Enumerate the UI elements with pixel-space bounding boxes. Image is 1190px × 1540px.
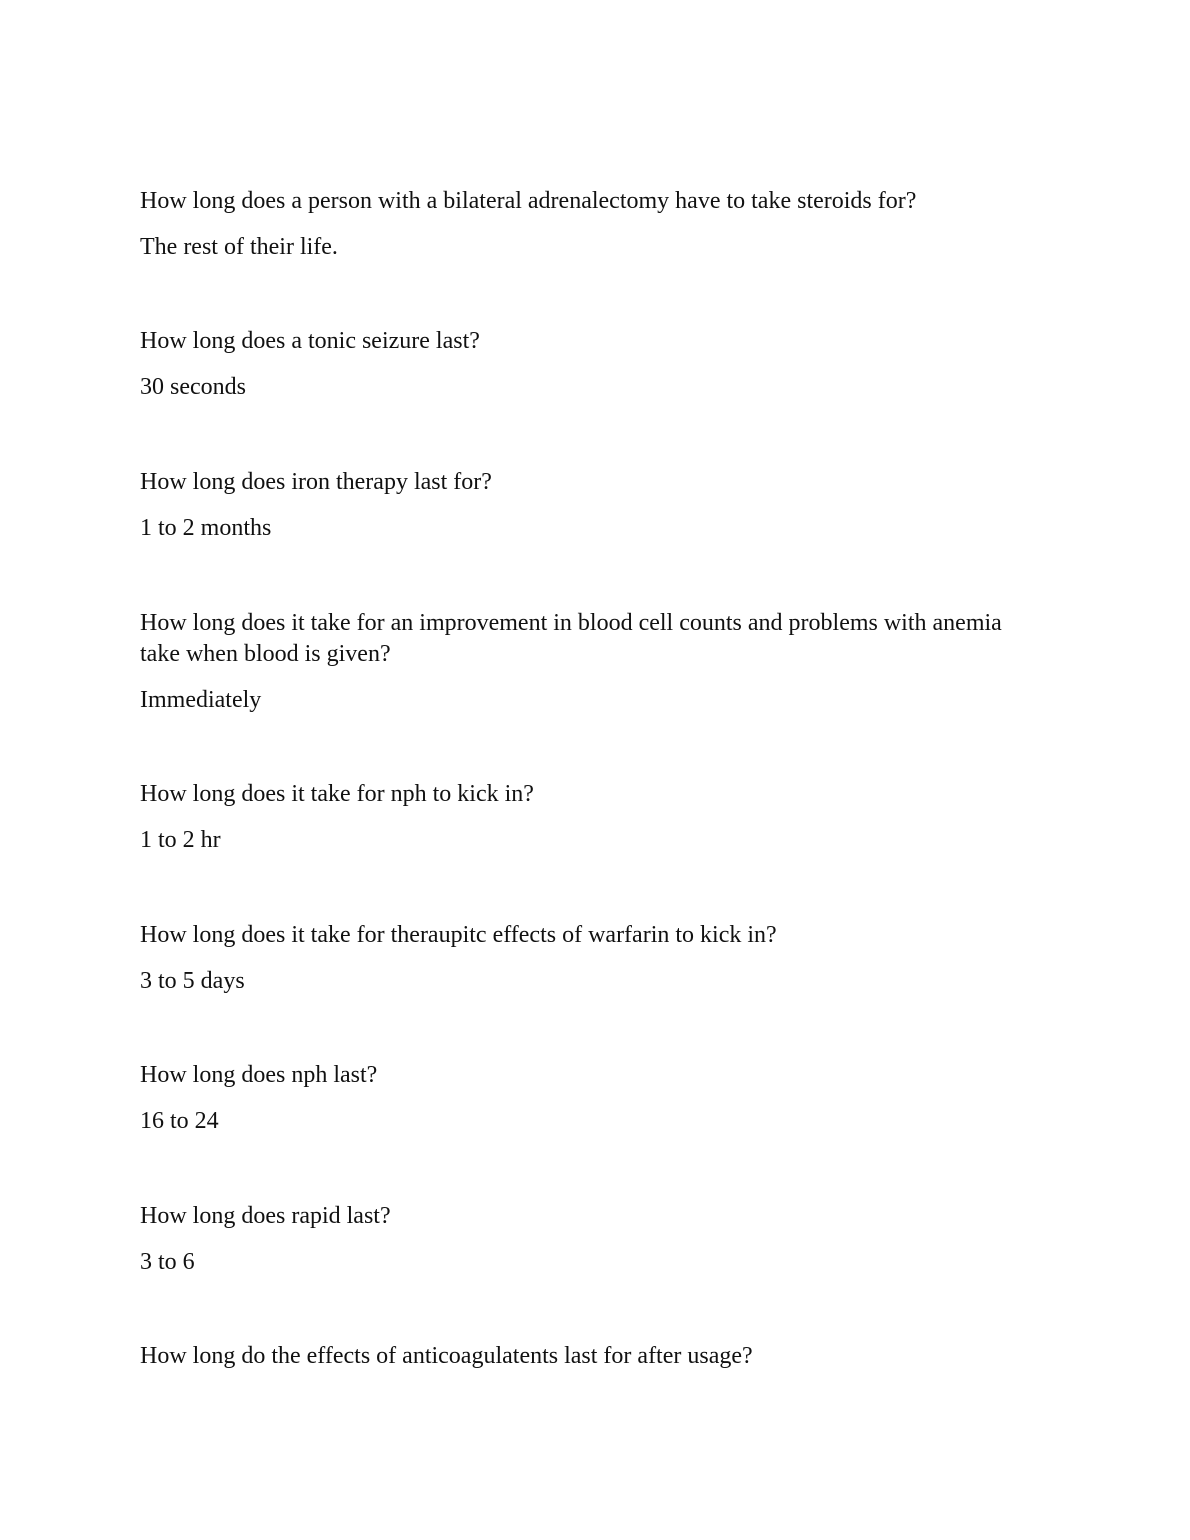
qa-item: [140, 1341, 1020, 1372]
answer-text: 1 to 2 hr: [140, 827, 221, 853]
question-text: How long does it take for theraupitc effects of warfarin to kick in?: [140, 922, 777, 948]
answer-text: Immediately: [140, 687, 262, 713]
answer-text: 16 to 24: [140, 1108, 219, 1134]
question-text: How long does it take for nph to kick in?: [140, 781, 534, 807]
question-text: How long does a person with a bilateral adrenalectomy have to take steroids for?: [140, 188, 917, 214]
qa-item: [140, 326, 1020, 403]
answer-text: 1 to 2 months: [140, 515, 272, 541]
question-text: How long does rapid last?: [140, 1203, 391, 1229]
question-text: How long do the effects of anticoagulatents last for after usage?: [140, 1343, 753, 1369]
qa-item: [140, 779, 1020, 856]
answer-text: The rest of their life.: [140, 234, 338, 260]
qa-item: [140, 1060, 1020, 1137]
qa-item: [140, 920, 1020, 997]
qa-item: [140, 1201, 1020, 1278]
answer-text: 3 to 6: [140, 1249, 195, 1275]
qa-item: [140, 186, 1020, 263]
question-text: How long does it take for an improvement in blood cell counts and problems with anemia take when blood is given?: [140, 610, 1002, 667]
answer-text: 30 seconds: [140, 374, 246, 400]
question-text: How long does iron therapy last for?: [140, 469, 492, 495]
qa-item: [140, 467, 1020, 544]
question-text: How long does nph last?: [140, 1062, 378, 1088]
qa-item: [140, 608, 1020, 716]
answer-text: 3 to 5 days: [140, 968, 245, 994]
question-text: How long does a tonic seizure last?: [140, 328, 480, 354]
